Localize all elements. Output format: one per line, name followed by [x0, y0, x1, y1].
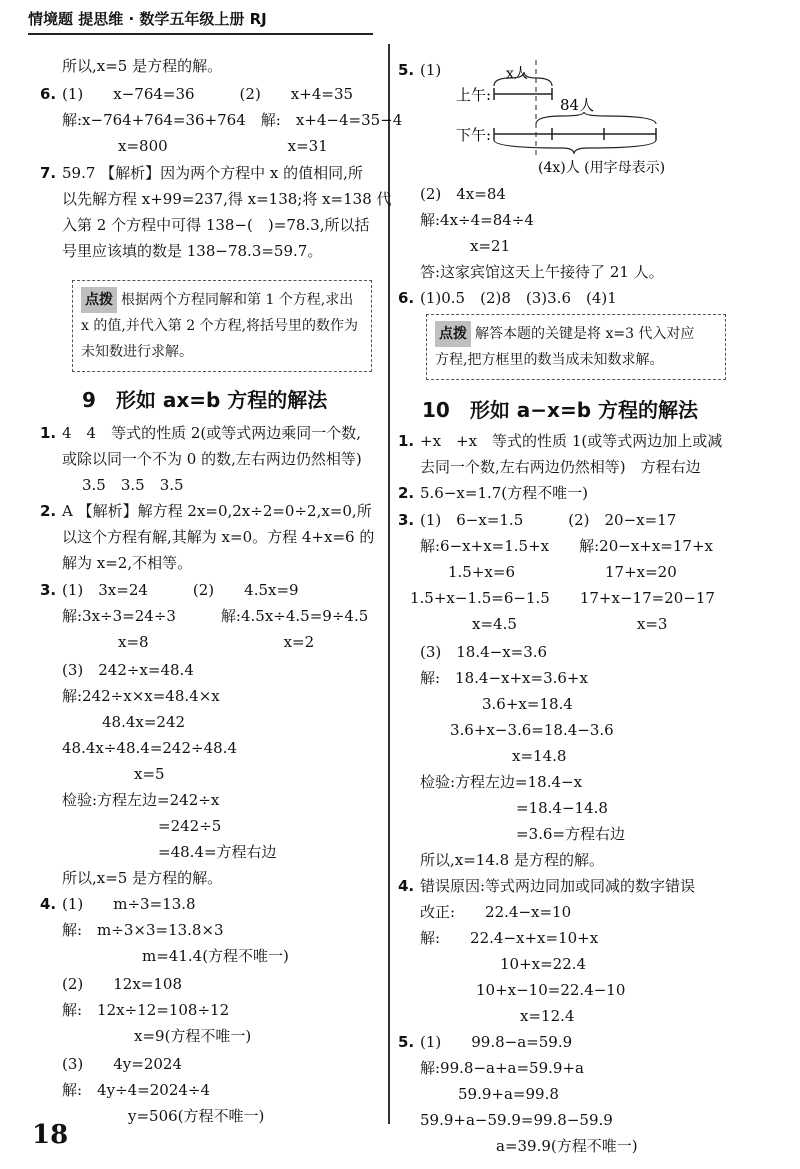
text-line: 3.5 3.5 3.5 — [82, 476, 184, 494]
text-line: x=4.5 x=3 — [472, 615, 668, 633]
total-brace — [536, 112, 656, 124]
question-number: 2. — [40, 502, 57, 520]
text-line: (1) 99.8−a=59.9 — [420, 1033, 573, 1051]
text-line: 48.4x÷48.4=242÷48.4 — [62, 739, 237, 757]
running-header: 情境题 提思维 · 数学五年级上册 RJ — [28, 8, 373, 35]
question-number: 2. — [398, 484, 415, 502]
text-line: 解: 18.4−x+x=3.6+x — [420, 669, 588, 687]
text-line: x=8 x=2 — [118, 633, 315, 651]
question-number: 5. — [398, 1033, 415, 1051]
text-line: 解: 22.4−x+x=10+x — [420, 929, 599, 947]
tip-line: x 的值,并代入第 2 个方程,将括号里的数作为 — [81, 318, 359, 334]
question-number: 6. — [40, 85, 57, 103]
text-line: 10+x=22.4 — [500, 955, 587, 973]
question-number: 5. — [398, 61, 415, 79]
tip-line: 根据两个方程同解和第 1 个方程,求出 — [121, 292, 354, 308]
text-line: 去同一个数,左右两边仍然相等) 方程右边 — [420, 458, 701, 476]
text-line: x=21 — [470, 237, 511, 255]
text-line: (3) 4y=2024 — [62, 1055, 183, 1073]
text-line: 59.9+a−59.9=99.8−59.9 — [420, 1111, 613, 1129]
text-line: (3) 242÷x=48.4 — [62, 661, 194, 679]
tip-line: 解答本题的关键是将 x=3 代入对应 — [475, 326, 695, 342]
text-line: 解:3x÷3=24÷3 解:4.5x÷4.5=9÷4.5 — [62, 607, 369, 625]
text-line: 解:99.8−a+a=59.9+a — [420, 1059, 584, 1077]
text-line: 解: 12x÷12=108÷12 — [62, 1001, 230, 1019]
text-line: (2) 4x=84 — [420, 185, 506, 203]
am-label: 上午: — [456, 86, 492, 104]
tip-line: 方程,把方框里的数当成未知数求解。 — [435, 352, 664, 368]
text-line: 10+x−10=22.4−10 — [476, 981, 626, 999]
text-line: 解:4x÷4=84÷4 — [420, 211, 534, 229]
bottom-brace — [494, 140, 656, 154]
text-line: x=9(方程不唯一) — [134, 1027, 252, 1045]
total-label: 84人 — [560, 96, 595, 114]
text-line: (1) 6−x=1.5 (2) 20−x=17 — [420, 511, 677, 529]
text-line: +x +x 等式的性质 1(或等式两边加上或减 — [420, 432, 723, 450]
text-line: 所以,x=5 是方程的解。 — [62, 869, 223, 887]
text-line: 检验:方程左边=18.4−x — [420, 773, 583, 791]
x-label: x人 — [506, 66, 528, 82]
text-line: 1.5+x−1.5=6−1.5 17+x−17=20−17 — [410, 589, 715, 607]
text-line: 解: m÷3×3=13.8×3 — [62, 921, 224, 939]
text-line: 解为 x=2,不相等。 — [62, 554, 193, 572]
text-line: 所以,x=5 是方程的解。 — [62, 57, 223, 75]
text-line: 48.4x=242 — [102, 713, 186, 731]
section-title-10: 10 形如 a−x=b 方程的解法 — [422, 398, 698, 422]
page-number: 18 — [32, 1120, 69, 1150]
text-line: x=12.4 — [520, 1007, 575, 1025]
text-line: 4 4 等式的性质 2(或等式两边乘同一个数, — [62, 424, 362, 442]
text-line: x=5 — [134, 765, 165, 783]
text-line: 59.9+a=99.8 — [458, 1085, 559, 1103]
tip-tag: 点拨 — [435, 321, 471, 347]
text-line: 1.5+x=6 17+x=20 — [448, 563, 677, 581]
text-line: 或除以同一个不为 0 的数,左右两边仍然相等) — [62, 450, 362, 468]
text-line: 改正: 22.4−x=10 — [420, 903, 572, 921]
text-line: 答:这家宾馆这天上午接待了 21 人。 — [420, 263, 664, 281]
text-line: 解: 4y÷4=2024÷4 — [62, 1081, 211, 1099]
text-line: 以先解方程 x+99=237,得 x=138;将 x=138 代 — [62, 190, 392, 208]
pm-label: 下午: — [456, 126, 492, 144]
question-number: 1. — [40, 424, 57, 442]
question-number: 4. — [40, 895, 57, 913]
text-line: x=800 x=31 — [118, 137, 328, 155]
text-line: (1)0.5 (2)8 (3)3.6 (4)1 — [420, 289, 617, 307]
text-line: 号里应该填的数是 138−78.3=59.7。 — [62, 242, 323, 260]
question-number: 1. — [398, 432, 415, 450]
text-line: =3.6=方程右边 — [516, 825, 625, 843]
tip-box-left — [72, 280, 372, 372]
text-line: (1) m÷3=13.8 — [62, 895, 196, 913]
question-number: 6. — [398, 289, 415, 307]
text-line: 所以,x=14.8 是方程的解。 — [420, 851, 604, 869]
text-line: 入第 2 个方程中可得 138−( )=78.3,所以括 — [62, 216, 370, 234]
text-line: 错误原因:等式两边同加或同减的数字错误 — [420, 877, 696, 895]
line-segment-diagram — [412, 60, 732, 180]
text-line: (1) 3x=24 (2) 4.5x=9 — [62, 581, 299, 599]
text-line: 解:6−x+x=1.5+x 解:20−x+x=17+x — [420, 537, 713, 555]
text-line: =18.4−14.8 — [516, 799, 608, 817]
text-line: y=506(方程不唯一) — [128, 1107, 265, 1125]
tip-line: 未知数进行求解。 — [81, 344, 193, 360]
brace-label: (4x)人 (用字母表示) — [538, 160, 666, 176]
text-line: 3.6+x−3.6=18.4−3.6 — [450, 721, 614, 739]
text-line: 5.6−x=1.7(方程不唯一) — [420, 484, 589, 502]
text-line: a=39.9(方程不唯一) — [496, 1137, 638, 1155]
text-line: 解:242÷x×x=48.4×x — [62, 687, 220, 705]
question-number: 7. — [40, 164, 57, 182]
diagram-part-label: (1) — [420, 61, 442, 79]
question-number: 3. — [398, 511, 415, 529]
text-line: m=41.4(方程不唯一) — [142, 947, 289, 965]
text-line: 3.6+x=18.4 — [482, 695, 573, 713]
text-line: x=14.8 — [512, 747, 567, 765]
text-line: A 【解析】解方程 2x=0,2x÷2=0÷2,x=0,所 — [62, 502, 372, 520]
tip-box-right — [426, 314, 726, 380]
text-line: (1) x−764=36 (2) x+4=35 — [62, 85, 354, 103]
text-line: (2) 12x=108 — [62, 975, 182, 993]
tip-tag: 点拨 — [81, 287, 117, 313]
text-line: =242÷5 — [158, 817, 222, 835]
section-title-9: 9 形如 ax=b 方程的解法 — [82, 388, 328, 412]
question-number: 3. — [40, 581, 57, 599]
text-line: =48.4=方程右边 — [158, 843, 277, 861]
text-line: 59.7 【解析】因为两个方程中 x 的值相同,所 — [62, 164, 363, 182]
text-line: 解:x−764+764=36+764 解: x+4−4=35−4 — [62, 111, 403, 129]
text-line: (3) 18.4−x=3.6 — [420, 643, 548, 661]
text-line: 以这个方程有解,其解为 x=0。方程 4+x=6 的 — [62, 528, 375, 546]
question-number: 4. — [398, 877, 415, 895]
text-line: 检验:方程左边=242÷x — [62, 791, 220, 809]
